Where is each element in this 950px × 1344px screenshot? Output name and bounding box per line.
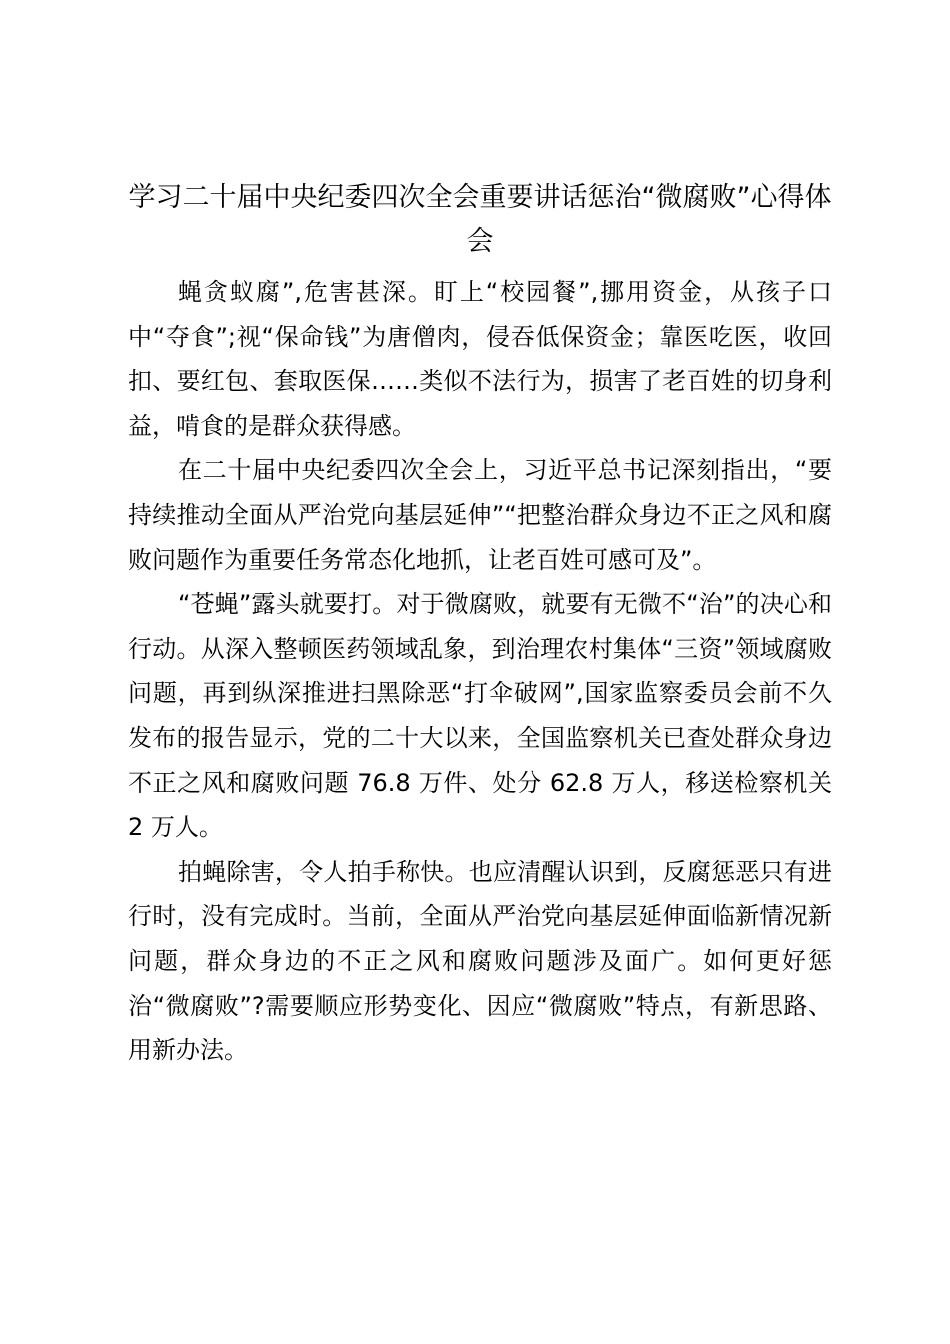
document-page: [128, 0, 832, 1344]
paragraph-3: “苍蝇”露头就要打。对于微腐败，就要有无微不“治”的决心和行动。从深入整顿医药领域乱象，到治理农村集体“三资”领域腐败问题，再到纵深推进扫黑除恶“打伞破网”,国家监察委员会前不久发布的报告显示，党的二十大以来，全国监察机关已查处群众身边不正之风和腐败问题 76.8 万件、处分 62.8 万人，移送检察机关 2 万人。: [128, 590, 832, 842]
paragraph-2: 在二十届中央纪委四次全会上，习近平总书记深刻指出，“要持续推动全面从严治党向基层延伸”“把整治群众身边不正之风和腐败问题作为重要任务常态化地抓，让老百姓可感可及”。: [128, 456, 832, 574]
document-title: 学习二十届中央纪委四次全会重要讲话惩治“微腐败”心得体会: [128, 182, 832, 257]
paragraph-4: 拍蝇除害，令人拍手称快。也应清醒认识到，反腐惩恶只有进行时，没有完成时。当前，全面从严治党向基层延伸面临新情况新问题，群众身边的不正之风和腐败问题涉及面广。如何更好惩治“微腐败”?需要顺应形势变化、因应“微腐败”特点，有新思路、用新办法。: [128, 857, 832, 1065]
paragraph-1: 蝇贪蚁腐”,危害甚深。盯上“校园餐”,挪用资金，从孩子口中“夺食”;视“保命钱”为唐僧肉，侵吞低保资金；靠医吃医，收回扣、要红包、套取医保……类似不法行为，损害了老百姓的切身利益，啃食的是群众获得感。: [128, 278, 832, 440]
document-body: [128, 270, 832, 1073]
